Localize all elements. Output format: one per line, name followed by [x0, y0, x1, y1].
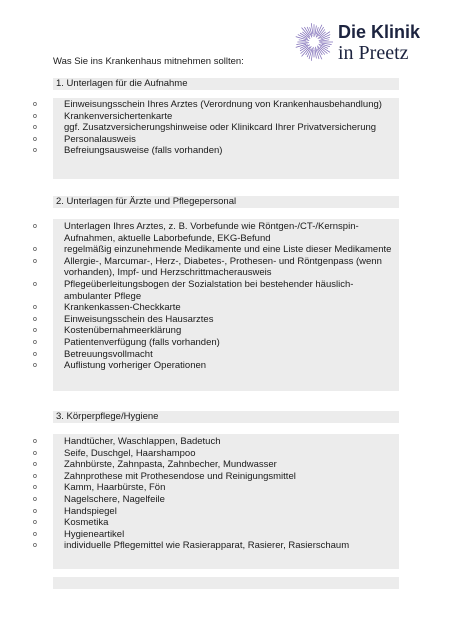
bullet-icon: o [33, 327, 37, 335]
bullet-icon: o [33, 315, 37, 323]
bullet-icon: o [33, 472, 37, 480]
bullet-icon: o [33, 449, 37, 457]
bullet-icon: o [33, 112, 37, 120]
list-item: o Handtücher, Waschlappen, Badetuch [33, 436, 221, 447]
list-item: o Kostenübernahmeerklärung [33, 325, 182, 337]
list-item: o Zahnprothese mit Prothesendose und Reinigungsmittel [33, 470, 296, 482]
bullet-icon: o [33, 507, 37, 515]
intro-text: Was Sie ins Krankenhaus mitnehmen sollten: [53, 56, 244, 67]
list-item: o Nagelschere, Nagelfeile [33, 493, 165, 505]
bullet-icon: o [33, 519, 37, 527]
clinic-logo [292, 20, 442, 70]
bullet-icon: o [33, 461, 37, 469]
list-item: o Hygieneartikel [33, 528, 125, 540]
starburst-icon [292, 20, 336, 64]
bullet-icon: o [33, 530, 37, 538]
bullet-icon: o [33, 246, 37, 254]
section-2-title: 2. Unterlagen für Ärzte und Pflegepersonal [56, 196, 237, 207]
list-item: o Seife, Duschgel, Haarshampoo [33, 447, 196, 459]
section-3-list [33, 436, 399, 552]
empty-footer-band [53, 577, 399, 589]
list-item: o regelmäßig einzunehmende Medikamente und eine Liste dieser Medikamente [33, 244, 392, 256]
list-item: o Kamm, Haarbürste, Fön [33, 482, 166, 494]
bullet-icon: o [33, 124, 37, 132]
list-item: o Handspiegel [33, 505, 117, 517]
list-item: o Einweisungsschein Ihres Arztes (Verordnung von Krankenhausbehandlung) [33, 99, 382, 110]
bullet-icon: o [33, 147, 37, 155]
list-item: o Krankenkassen-Checkkarte [33, 302, 181, 314]
bullet-icon: o [33, 438, 37, 445]
list-item: o Befreiungsausweise (falls vorhanden) [33, 145, 223, 157]
list-item: o Pflegeüberleitungsbogen der Sozialstation bei bestehender häuslich-ambulanter Pflege [33, 278, 354, 302]
section-2-list [33, 221, 399, 372]
bullet-icon: o [33, 223, 37, 230]
list-item: o Einweisungsschein des Hausarztes [33, 313, 214, 325]
list-item: o individuelle Pflegemittel wie Rasierapparat, Rasierer, Rasierschaum [33, 540, 350, 552]
logo-line-2: in Preetz [338, 42, 409, 64]
list-item: o Unterlagen Ihres Arztes, z. B. Vorbefunde wie Röntgen-/CT-/Kernspin-Aufnahmen, aktuelle Laborbefunde, EKG-Befund [33, 221, 359, 244]
bullet-icon: o [33, 338, 37, 346]
list-item: o Allergie-, Marcumar-, Herz-, Diabetes-, Prothesen- und Röntgenpass (wenn vorhanden), Impf- und Herzschrittmacherausweis [33, 255, 382, 279]
list-item: o Betreuungsvollmacht [33, 348, 153, 360]
bullet-icon: o [33, 362, 37, 370]
list-item: o Auflistung vorheriger Operationen [33, 360, 207, 372]
section-3-title: 3. Körperpflege/Hygiene [56, 411, 159, 422]
list-item: o ggf. Zusatzversicherungshinweise oder Klinikcard Ihrer Privatversicherung [33, 122, 377, 134]
section-1-list [33, 99, 399, 157]
bullet-icon: o [33, 350, 37, 358]
bullet-icon: o [33, 304, 37, 312]
bullet-icon: o [33, 101, 37, 108]
bullet-icon: o [33, 135, 37, 143]
list-item: o Krankenversichertenkarte [33, 110, 173, 122]
bullet-icon: o [33, 280, 37, 288]
list-item: o Personalausweis [33, 133, 136, 145]
list-item: o Kosmetika [33, 517, 109, 529]
bullet-icon: o [33, 542, 37, 550]
list-item: o Patientenverfügung (falls vorhanden) [33, 336, 220, 348]
list-item: o Zahnbürste, Zahnpasta, Zahnbecher, Mundwasser [33, 459, 277, 471]
logo-line-1: Die Klinik [338, 22, 421, 42]
bullet-icon: o [33, 495, 37, 503]
bullet-icon: o [33, 484, 37, 492]
bullet-icon: o [33, 257, 37, 265]
section-1-title: 1. Unterlagen für die Aufnahme [56, 78, 188, 89]
